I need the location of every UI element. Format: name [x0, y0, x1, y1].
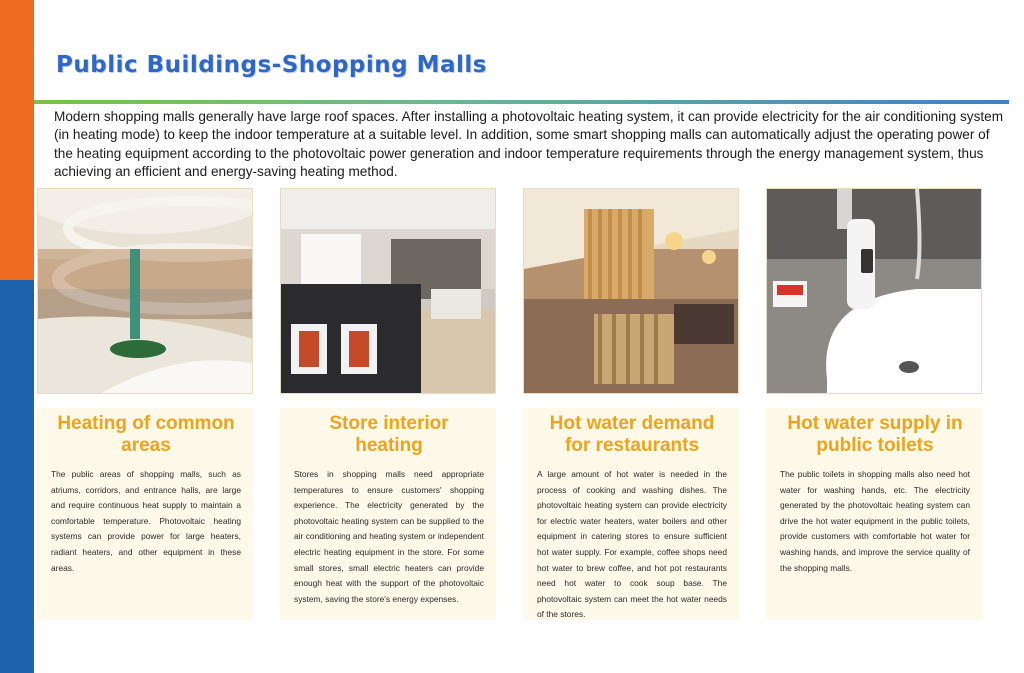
intro-paragraph: Modern shopping malls generally have large roof spaces. After installing a photovoltaic heating system, it can provide electricity for the air conditioning system (in heating mode) to keep the indoor temperature at a suitable level. In addition, some smart shopping malls can automatically adjust the operating power of the heating equipment according to the photovoltaic power generation and indoor temperature requirements through the energy management system, thus achieving an efficient and energy-saving heating method. [54, 109, 1004, 180]
card-text: Stores in shopping malls need appropriate temperatures to ensure customers' shopping experience. The electricity generated by the photovoltaic heating system can be supplied to the air conditioning and heating system or independent electric heating equipment in the store. For some small stores, small electric heaters can provide enough heat with the support of the photovoltaic system, saving the store's energy expenses. [294, 469, 484, 604]
card-toilet-hot-water [766, 408, 982, 620]
card-text: A large amount of hot water is needed in the process of cooking and washing dishes. The photovoltaic heating system can provide electricity for electric water heaters, water boilers and other equipment in catering stores to ensure sufficient hot water supply. For example, coffee shops need hot water to brew coffee, and hot pot restaurants need hot water to cook soup base. The photovoltaic system can meet the hot water needs of the stores. [537, 469, 727, 620]
mall-atrium-photo [37, 188, 253, 394]
card-title: Store interior heating [329, 413, 449, 456]
card-restaurant-hot-water [523, 408, 739, 620]
store-interior-photo [280, 188, 496, 394]
card-store-heating [280, 408, 496, 620]
side-accent-orange [0, 0, 34, 280]
card-text: The public areas of shopping malls, such as atriums, corridors, and entrance halls, are large and require continuous heat supply to maintain a comfortable temperature. Photovoltaic heating systems can provide power for large heaters, radiant heaters, and other equipment in these areas. [51, 469, 241, 573]
card-title: Heating of common areas [57, 413, 235, 456]
page-title: Public Buildings-Shopping Malls [56, 52, 487, 78]
card-title: Hot water demand for restaurants [549, 413, 715, 456]
card-title: Hot water supply in public toilets [787, 413, 963, 456]
side-accent-blue [0, 280, 34, 673]
card-text: The public toilets in shopping malls also need hot water for washing hands, etc. The electricity generated by the photovoltaic heating system can drive the hot water equipment in the public toilets, provide customers with comfortable hot water for washing hands, and improve the service quality of the shopping malls. [780, 469, 970, 573]
restaurant-photo [523, 188, 739, 394]
card-common-areas [37, 408, 253, 620]
title-divider [34, 100, 1009, 104]
toilet-faucet-photo [766, 188, 982, 394]
